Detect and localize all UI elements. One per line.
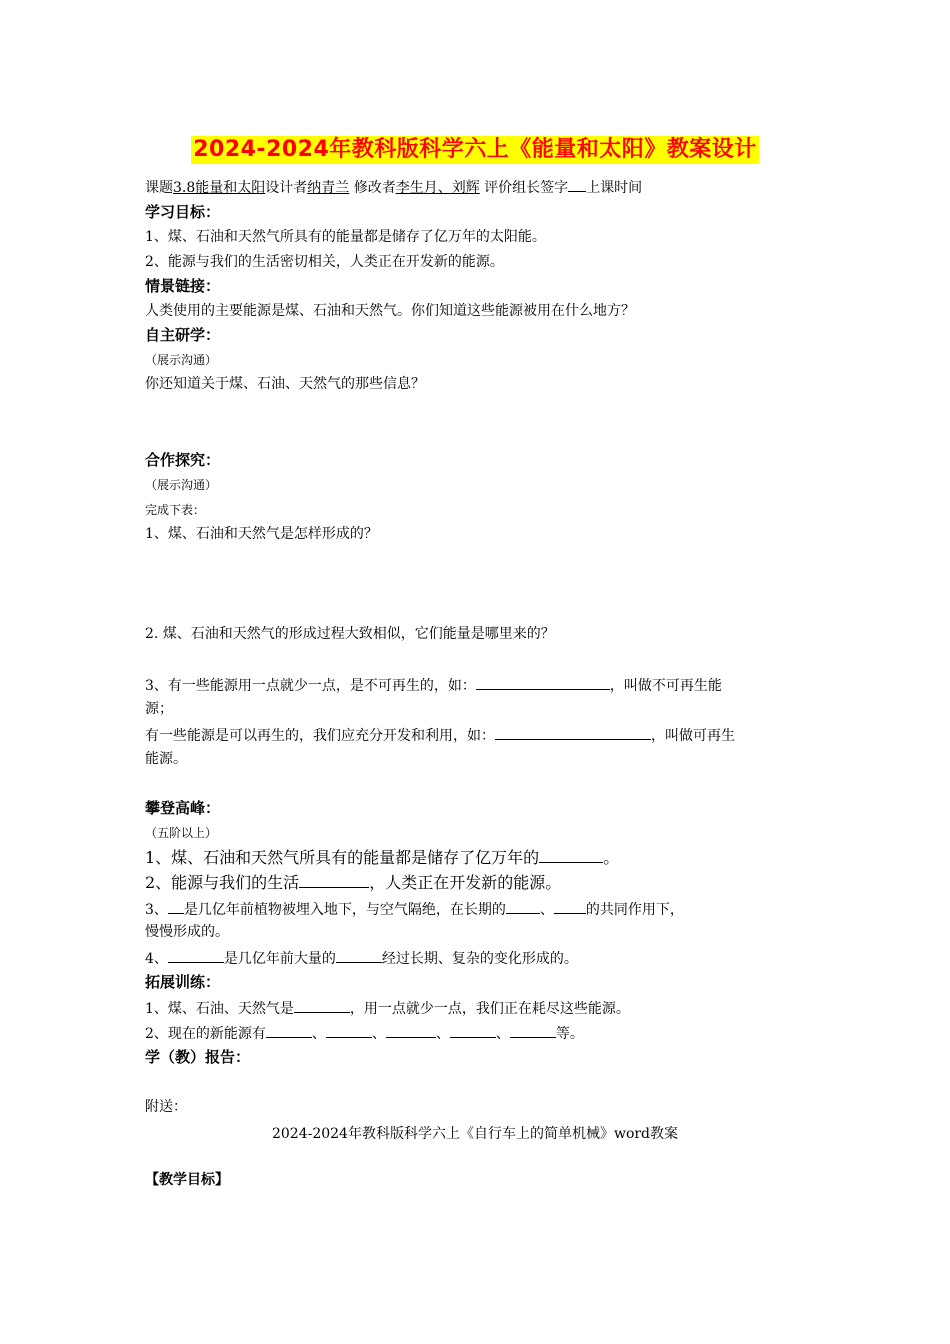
extend-sep-1: 、: [311, 1026, 326, 1042]
climb-l2-text: 2、能源与我们的生活: [145, 873, 300, 892]
q3-text-e: ，叫做可再生: [651, 728, 735, 744]
title-wrap: [0, 136, 950, 164]
climb-l4-blank-1: [168, 947, 224, 963]
climb-l2-end: ，人类正在开发新的能源。: [369, 873, 562, 892]
editor-label: 修改者: [353, 180, 396, 196]
climb-l3-end: 的共同作用下，: [585, 902, 684, 918]
self-study-note: （展示沟通）: [145, 353, 218, 367]
climb-l3-mid: 是几亿年前植物被埋入地下，与空气隔绝，在长期的: [183, 902, 506, 918]
explore-q3-line4: 能源。: [145, 751, 187, 767]
extend-l2-blank-1: [266, 1022, 312, 1038]
sign-label: 评价组长签字: [484, 180, 569, 196]
extend-l2-blank-2: [326, 1022, 372, 1038]
climb-l1-blank: [539, 847, 603, 863]
sign-blank: [568, 176, 586, 192]
report-heading: 学（教）报告：: [145, 1048, 251, 1066]
extend-l1-end: ，用一点就少一点，我们正在耗尽这些能源。: [349, 1001, 630, 1017]
q3-blank-1: [476, 674, 610, 690]
extend-line-2: [145, 1022, 584, 1044]
extend-sep-3: 、: [435, 1026, 450, 1042]
designer-value: 纳青兰: [307, 180, 350, 196]
climb-l3-blank-1: [168, 898, 184, 914]
appendix-title: 2024-2024年教科版科学六上《自行车上的简单机械》word教案: [271, 1126, 679, 1142]
self-study-heading: 自主研学：: [145, 326, 221, 344]
extend-l2-blank-4: [450, 1022, 496, 1038]
climb-l3-text: 3、: [145, 902, 168, 918]
q3-text-d: 有一些能源是可以再生的，我们应充分开发和利用，如：: [145, 728, 495, 744]
climb-line-1: [145, 847, 619, 869]
explore-intro: 完成下表：: [145, 503, 206, 517]
explore-heading: 合作探究：: [145, 451, 221, 469]
extend-line-1: [145, 997, 630, 1019]
extend-sep-4: 、: [495, 1026, 510, 1042]
goals-heading: 学习目标：: [145, 203, 221, 221]
q3-text-a: 3、有一些能源用一点就少一点，是不可再生的，如：: [145, 678, 476, 694]
climb-l1-end: 。: [603, 848, 620, 867]
climb-l4-text: 4、: [145, 951, 168, 967]
climb-line-2: [145, 872, 561, 894]
explore-q3-line3: [145, 724, 735, 746]
q3-text-b: ，叫做不可再生能: [609, 678, 722, 694]
self-study-text: 你还知道关于煤、石油、天然气的那些信息？: [145, 376, 425, 392]
scene-heading: 情景链接：: [145, 277, 221, 295]
goal-item-1: 1、煤、石油和天然气所具有的能量都是储存了亿万年的太阳能。: [145, 229, 546, 245]
climb-l3-blank-2: [506, 898, 540, 914]
extend-l1-blank: [294, 997, 350, 1013]
explore-q1: 1、煤、石油和天然气是怎样形成的？: [145, 526, 378, 542]
climb-line-4: [145, 947, 578, 969]
goal-item-2: 2、能源与我们的生活密切相关，人类正在开发新的能源。: [145, 254, 504, 270]
scene-text: 人类使用的主要能源是煤、石油和天然气。你们知道这些能源被用在什么地方？: [145, 303, 635, 319]
climb-l3-sep: 、: [539, 902, 554, 918]
designer-label: 设计者: [265, 180, 308, 196]
explore-q3-line2: 源；: [145, 701, 173, 717]
climb-line-3: [145, 898, 684, 920]
meta-line: [145, 176, 642, 198]
climb-l2-blank: [299, 872, 369, 888]
extend-l1-text: 1、煤、石油、天然气是: [145, 1001, 294, 1017]
lesson-label: 课题: [145, 180, 173, 196]
climb-heading: 攀登高峰：: [145, 799, 221, 817]
appendix-label: 附送：: [145, 1099, 187, 1115]
climb-l3-blank-3: [554, 898, 586, 914]
q3-blank-2: [495, 724, 651, 740]
extend-l2-blank-5: [510, 1022, 556, 1038]
climb-line-3b: 慢慢形成的。: [145, 924, 229, 940]
lesson-value: 3.8能量和太阳: [173, 180, 266, 196]
extend-l2-text: 2、现在的新能源有: [145, 1026, 266, 1042]
extend-l2-end: 等。: [555, 1026, 584, 1042]
explore-q2: 2. 煤、石油和天然气的形成过程大致相似，它们能量是哪里来的？: [145, 626, 555, 642]
extend-heading: 拓展训练：: [145, 973, 221, 991]
climb-l4-blank-2: [336, 947, 382, 963]
climb-note: （五阶以上）: [145, 826, 218, 840]
document-title: 2024-2024年教科版科学六上《能量和太阳》教案设计: [193, 137, 757, 162]
climb-l1-text: 1、煤、石油和天然气所具有的能量都是储存了亿万年的: [145, 848, 540, 867]
climb-l4-end: 经过长期、复杂的变化形成的。: [381, 951, 578, 967]
explore-q3-line1: [145, 674, 722, 696]
explore-note: （展示沟通）: [145, 478, 218, 492]
extend-l2-blank-3: [386, 1022, 436, 1038]
extend-sep-2: 、: [371, 1026, 386, 1042]
appendix-section: 【教学目标】: [145, 1172, 229, 1188]
editor-value: 李生月、刘辉: [395, 180, 480, 196]
time-label: 上课时间: [586, 180, 643, 196]
climb-l4-mid: 是几亿年前大量的: [223, 951, 336, 967]
